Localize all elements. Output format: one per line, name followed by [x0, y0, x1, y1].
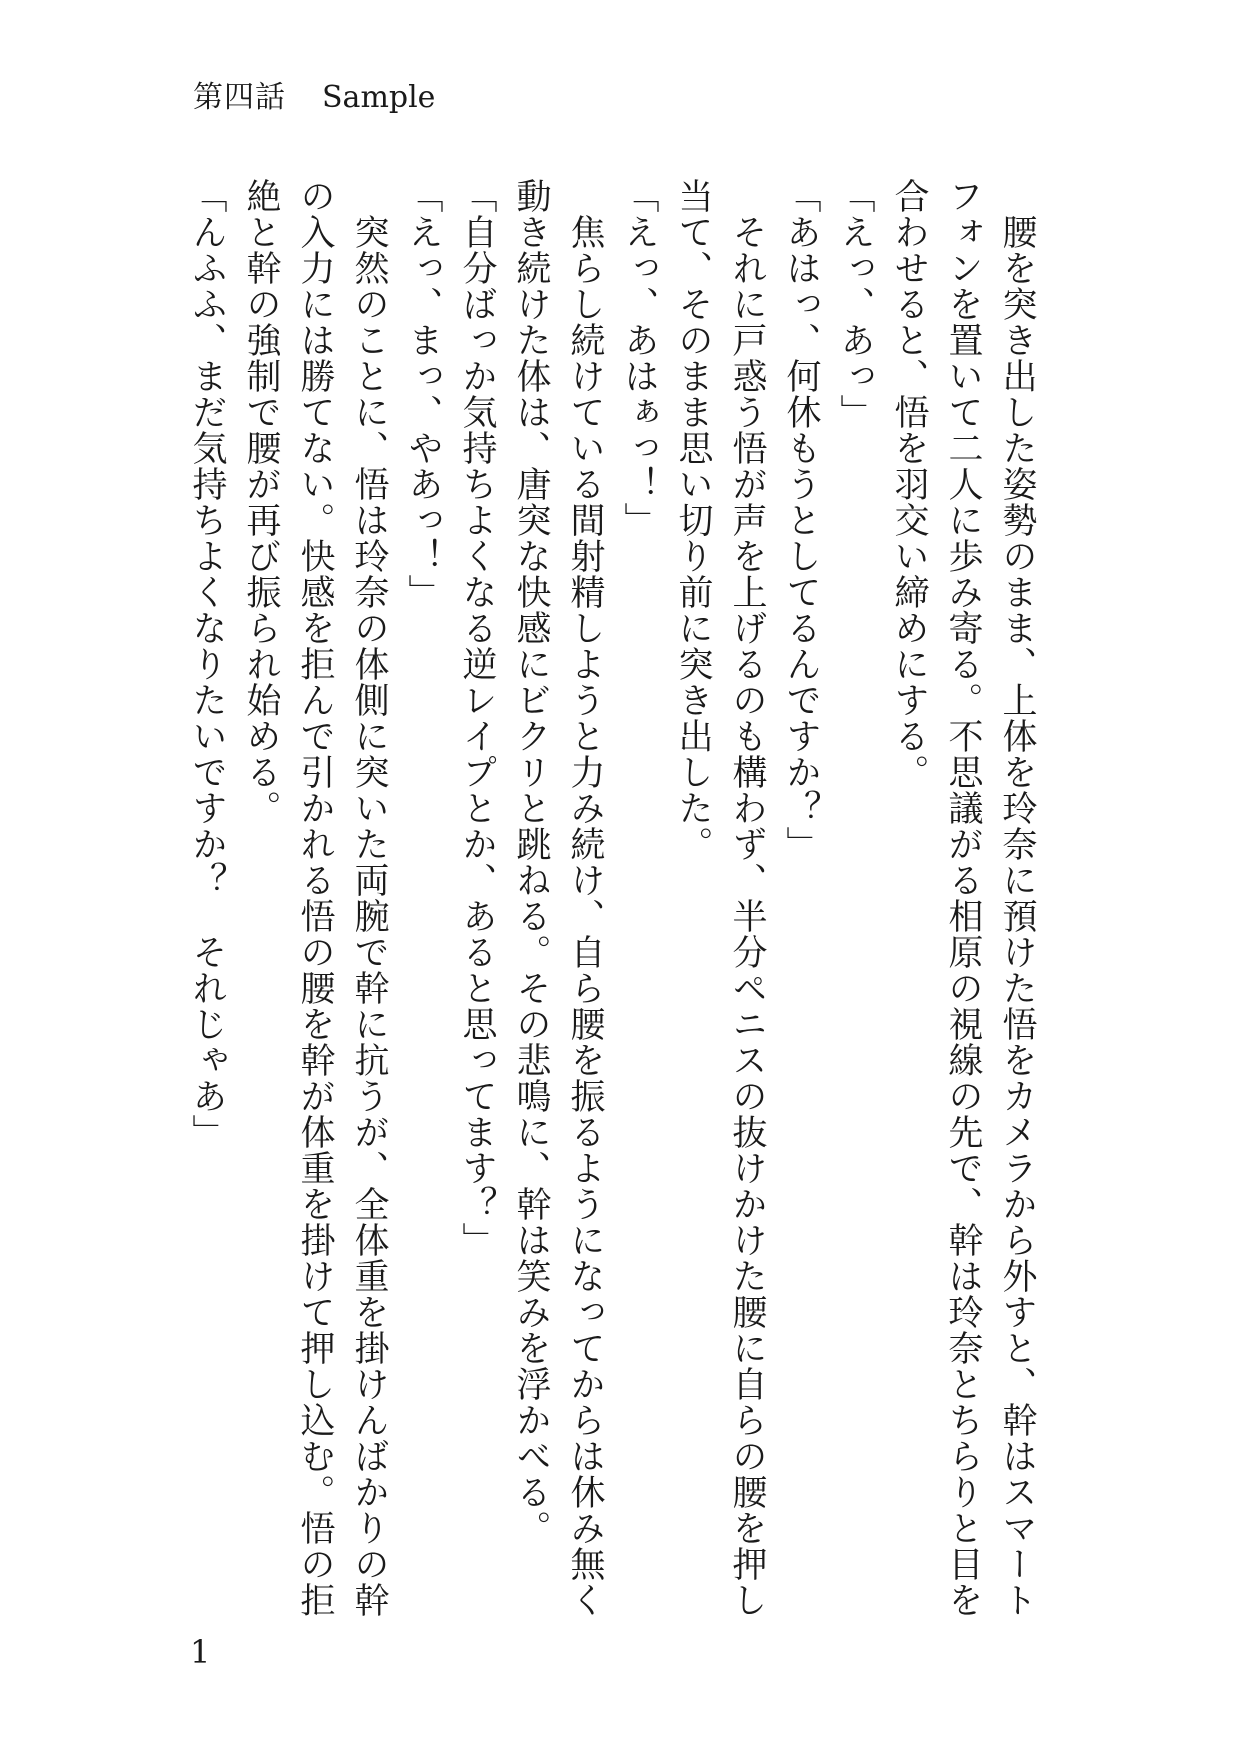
running-header	[193, 78, 435, 118]
text-line: 合わせると、悟を羽交い締めにする。	[889, 178, 929, 790]
vertical-body-text	[180, 178, 1044, 1648]
chapter-title: 第四話	[193, 80, 286, 115]
text-line: 当て、そのまま思い切り前に突き出した。	[673, 178, 713, 862]
text-line: 焦らし続けている間射精しようと力み続け、自ら腰を振るようになってからは休み無く	[565, 178, 605, 1618]
text-line: 「んふふ、まだ気持ちよくなりたいですか？ それじゃあ」	[187, 178, 227, 1150]
text-line: 「えっ、あっ」	[835, 178, 875, 430]
text-line: 腰を突き出した姿勢のまま、上体を玲奈に預けた悟をカメラから外すと、幹はスマート	[997, 178, 1037, 1618]
text-line: 絶と幹の強制で腰が再び振られ始める。	[241, 178, 281, 826]
text-line: 「あはっ、何休もうとしてるんですか？」	[781, 178, 821, 862]
text-line: 「自分ばっか気持ちよくなる逆レイプとか、あると思ってます？」	[457, 178, 497, 1258]
text-line: 動き続けた体は、唐突な快感にビクリと跳ねる。その悲鳴に、幹は笑みを浮かべる。	[511, 178, 551, 1546]
text-line: 突然のことに、悟は玲奈の体側に突いた両腕で幹に抗うが、全体重を掛けんばかりの幹	[349, 178, 389, 1618]
text-line: の入力には勝てない。快感を拒んで引かれる悟の腰を幹が体重を掛けて押し込む。悟の拒	[295, 178, 335, 1618]
page-number: 1	[190, 1633, 211, 1671]
sample-label: Sample	[322, 80, 436, 115]
text-line: それに戸惑う悟が声を上げるのも構わず、半分ペニスの抜けかけた腰に自らの腰を押し	[727, 178, 767, 1618]
text-line: 「えっ、あはぁっ！」	[619, 178, 659, 538]
text-line: フォンを置いて二人に歩み寄る。不思議がる相原の視線の先で、幹は玲奈とちらりと目を	[943, 178, 983, 1618]
text-line: 「えっ、まっ、やあっ！」	[403, 178, 443, 610]
